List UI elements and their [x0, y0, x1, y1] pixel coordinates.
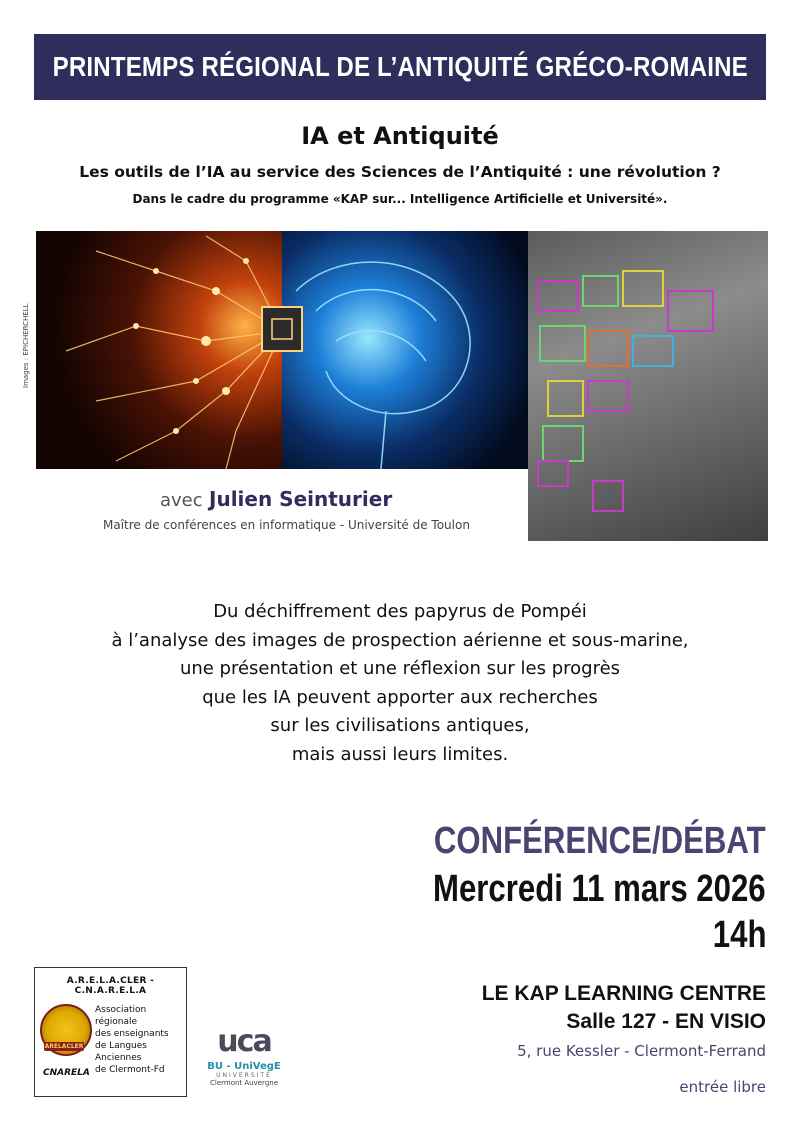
- circuit-brain-illustration: [36, 231, 528, 469]
- description-line: à l’analyse des images de prospection aérienne et sous-marine,: [111, 629, 689, 651]
- ai-brain-image: [36, 231, 528, 469]
- entry-info: entrée libre: [679, 1078, 766, 1096]
- event-type: CONFÉRENCE/DÉBAT: [434, 820, 766, 862]
- bu-label: BU - UniVegE: [207, 1061, 281, 1072]
- medal-label: ARELACLER: [44, 1043, 84, 1050]
- speaker-name: Julien Seinturier: [209, 487, 393, 511]
- description-line: sur les civilisations antiques,: [270, 715, 530, 736]
- event-time: 14h: [712, 914, 766, 956]
- event-date: Mercredi 11 mars 2026: [433, 868, 766, 910]
- inscription-detection-illustration: [528, 231, 768, 541]
- description-line: mais aussi leurs limites.: [291, 743, 509, 765]
- description-line: que les IA peuvent apporter aux recherches: [202, 686, 598, 708]
- inscription-stone-image: [528, 231, 768, 541]
- association-logo-box: [34, 967, 187, 1097]
- image-credit: Images : EPICHERCHELL: [22, 303, 30, 388]
- speaker-line: [160, 487, 392, 511]
- description-line: Du déchiffrement des papyrus de Pompéi: [213, 601, 587, 622]
- event-venue: LE KAP LEARNING CENTRE: [481, 982, 766, 1005]
- event-address: 5, rue Kessler - Clermont-Ferrand: [517, 1042, 766, 1060]
- event-title: IA et Antiquité: [301, 122, 499, 150]
- association-header: A.R.E.L.A.CLER - C.N.A.R.E.L.A: [66, 976, 155, 996]
- event-subtitle: Les outils de l’IA au service des Sciences de l’Antiquité : une révolution ?: [79, 163, 721, 181]
- association-description: Association régionale des enseignants de Langues Anciennes de Clermont-Fd: [95, 1005, 169, 1075]
- cnarela-logo: CNARELA: [43, 1068, 90, 1078]
- banner-title: PRINTEMPS RÉGIONAL DE L’ANTIQUITÉ GRÉCO-ROMAINE: [52, 51, 748, 82]
- program-line: Dans le cadre du programme «KAP sur... Intelligence Artificielle et Université».: [132, 192, 668, 206]
- description-line: une présentation et une réflexion sur les progrès: [179, 658, 621, 679]
- university-label: UNIVERSITÉ: [216, 1072, 272, 1079]
- uca-logo: [204, 1026, 284, 1096]
- uca-mark: uca: [217, 1024, 271, 1059]
- speaker-prefix: avec: [160, 490, 203, 511]
- university-city: Clermont Auvergne: [209, 1079, 279, 1087]
- speaker-role: Maître de conférences en informatique - Université de Toulon: [103, 518, 470, 532]
- header-banner: [34, 34, 766, 100]
- event-description: [0, 598, 800, 769]
- event-room: Salle 127 - EN VISIO: [566, 1010, 766, 1033]
